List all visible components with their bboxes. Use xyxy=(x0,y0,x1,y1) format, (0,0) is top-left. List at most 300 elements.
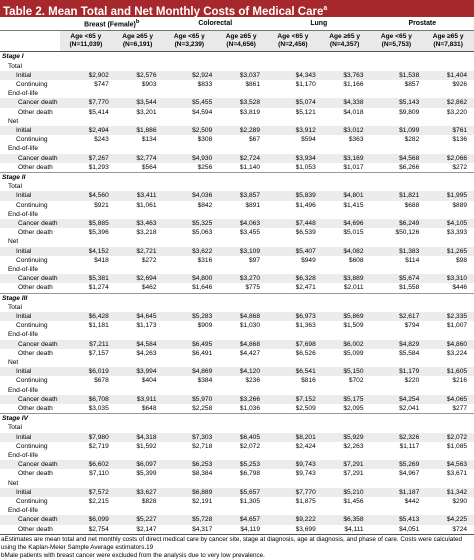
cost-cell: $4,800 xyxy=(164,274,216,283)
row-label: Net xyxy=(8,479,19,487)
cost-cell xyxy=(112,303,164,312)
row-label: Initial xyxy=(0,71,60,80)
cost-cell xyxy=(267,506,319,515)
cost-cell: $794 xyxy=(404,322,420,330)
row-label: Other death xyxy=(18,284,53,292)
table-row xyxy=(0,191,474,200)
cost-cell: $3,819 xyxy=(239,108,261,116)
cost-cell xyxy=(422,89,474,98)
cost-cell xyxy=(60,506,112,515)
table-row xyxy=(0,117,474,126)
cost-cell: $4,427 xyxy=(239,349,261,357)
cost-cell: $3,911 xyxy=(112,395,164,404)
table-row xyxy=(0,219,474,228)
cost-cell: $1,053 xyxy=(295,163,316,171)
cost-cell xyxy=(319,293,371,303)
cost-cell: $67 xyxy=(249,136,261,144)
cost-cell xyxy=(215,386,267,395)
row-label: End-of-life xyxy=(8,210,39,218)
cost-cell: $1,173 xyxy=(136,322,157,330)
table-row xyxy=(0,163,474,173)
cost-cell xyxy=(371,52,423,62)
cost-cell xyxy=(267,479,319,488)
cost-cell xyxy=(267,62,319,71)
row-label: Total xyxy=(8,183,22,191)
table-row xyxy=(0,358,474,367)
table-row xyxy=(0,515,474,524)
cost-cell: $1,592 xyxy=(136,442,157,450)
cost-cell xyxy=(112,117,164,126)
row-label: Other death xyxy=(18,229,53,237)
cost-cell: $1,605 xyxy=(422,367,474,376)
table-row xyxy=(0,201,474,210)
cost-cell: $7,157 xyxy=(88,349,109,357)
cost-cell xyxy=(60,144,112,153)
cost-cell xyxy=(267,117,319,126)
table-row xyxy=(0,376,474,385)
cost-cell xyxy=(371,303,423,312)
cost-cell: $4,696 xyxy=(319,219,371,228)
cost-cell: $5,175 xyxy=(319,395,371,404)
row-label: End-of-life xyxy=(8,90,39,98)
cost-cell xyxy=(112,506,164,515)
age-group-count: (N=3,239) xyxy=(174,41,205,49)
cost-cell xyxy=(371,172,423,182)
footnote-a: aEstimates are mean total and net monthly costs of direct medical care by cancer site, stage at diagnosis, age at diagnosis, and phase of care. Costs were calculated xyxy=(1,535,462,543)
cost-cell: $1,170 xyxy=(295,80,316,88)
cost-cell xyxy=(422,210,474,219)
cost-cell: $747 xyxy=(94,80,109,88)
cost-cell: $2,066 xyxy=(422,154,474,163)
cost-cell: $921 xyxy=(94,201,109,209)
cost-cell xyxy=(60,423,112,432)
cost-cell xyxy=(267,52,319,62)
cost-cell xyxy=(112,386,164,395)
row-label: Other death xyxy=(18,525,53,533)
cost-cell: $1,187 xyxy=(371,488,423,497)
site-header-colorectal: Colorectal xyxy=(164,17,268,31)
cost-cell: $903 xyxy=(141,80,157,88)
cost-cell: $7,448 xyxy=(267,219,319,228)
cost-cell: $2,424 xyxy=(295,442,316,450)
cost-cell: $2,754 xyxy=(88,525,109,533)
cost-cell xyxy=(112,293,164,303)
cost-cell xyxy=(215,423,267,432)
age-group-count: (N=6,191) xyxy=(122,41,153,49)
cost-cell xyxy=(371,451,423,460)
cost-cell: $1,007 xyxy=(446,322,468,330)
cost-cell xyxy=(422,62,474,71)
cost-cell xyxy=(267,144,319,153)
cost-cell xyxy=(60,62,112,71)
cost-cell: $3,627 xyxy=(112,488,164,497)
cost-cell: $1,886 xyxy=(112,126,164,135)
cost-cell xyxy=(215,52,267,62)
cost-cell xyxy=(112,479,164,488)
age-group-label: Age ≥65 y xyxy=(432,32,464,40)
cost-cell: $2,471 xyxy=(295,284,316,292)
cost-cell: $7,770 xyxy=(60,98,112,107)
cost-cell xyxy=(60,303,112,312)
cost-cell: $2,694 xyxy=(112,274,164,283)
cost-cell xyxy=(319,506,371,515)
cost-cell: $4,254 xyxy=(371,395,423,404)
cost-cell: $4,152 xyxy=(60,247,112,256)
cost-cell: $136 xyxy=(452,136,468,144)
cost-cell xyxy=(164,451,216,460)
cost-cell xyxy=(215,182,267,191)
cost-cell: $5,414 xyxy=(88,108,109,116)
row-label: Other death xyxy=(18,405,53,413)
cost-cell: $9,222 xyxy=(267,515,319,524)
table-title xyxy=(0,0,474,17)
cost-cell: $7,211 xyxy=(60,340,112,349)
row-label: Initial xyxy=(0,488,60,497)
cost-cell: $4,860 xyxy=(422,340,474,349)
table-row xyxy=(0,442,474,451)
cost-cell: $1,342 xyxy=(422,488,474,497)
cost-cell xyxy=(164,117,216,126)
cost-cell xyxy=(215,303,267,312)
cost-cell: $4,225 xyxy=(422,515,474,524)
table-row xyxy=(0,488,474,497)
cost-cell: $6,973 xyxy=(267,312,319,321)
cost-cell: $8,201 xyxy=(267,433,319,442)
cost-cell xyxy=(164,210,216,219)
cost-cell xyxy=(215,62,267,71)
cost-cell xyxy=(319,358,371,367)
cost-cell: $308 xyxy=(197,136,213,144)
row-label: Initial xyxy=(0,126,60,135)
table-row xyxy=(0,52,474,62)
table-row xyxy=(0,89,474,98)
cost-cell: $4,563 xyxy=(422,460,474,469)
title-footnote-marker: a xyxy=(323,5,328,12)
cost-cell xyxy=(319,89,371,98)
cost-cell: $220 xyxy=(404,377,420,385)
table-row xyxy=(0,451,474,460)
cost-cell: $6,708 xyxy=(60,395,112,404)
cost-cell xyxy=(164,265,216,274)
cost-cell: $7,110 xyxy=(89,470,109,478)
cost-cell xyxy=(60,89,112,98)
cost-cell: $4,263 xyxy=(136,349,157,357)
cost-cell xyxy=(112,89,164,98)
cost-cell: $4,801 xyxy=(319,191,371,200)
cost-cell xyxy=(164,144,216,153)
cost-cell: $688 xyxy=(404,201,420,209)
table-body xyxy=(0,52,474,534)
cost-cell xyxy=(164,172,216,182)
cost-cell xyxy=(112,52,164,62)
cost-cell xyxy=(164,62,216,71)
cost-cell xyxy=(112,182,164,191)
cost-cell: $3,270 xyxy=(215,274,267,283)
cost-cell xyxy=(112,358,164,367)
cost-cell xyxy=(60,117,112,126)
cost-cell: $290 xyxy=(452,498,468,506)
cost-cell xyxy=(215,479,267,488)
cost-cell: $5,657 xyxy=(215,488,267,497)
cost-cell: $216 xyxy=(452,377,468,385)
cost-cell xyxy=(60,358,112,367)
cost-cell: $4,018 xyxy=(343,108,364,116)
cost-cell: $1,036 xyxy=(239,405,261,413)
cost-cell xyxy=(215,117,267,126)
cost-cell: $6,889 xyxy=(164,488,216,497)
subheader-blank xyxy=(0,31,60,52)
cost-cell: $6,253 xyxy=(164,460,216,469)
cost-cell xyxy=(371,182,423,191)
table-row xyxy=(0,135,474,144)
table-row xyxy=(0,497,474,506)
cost-cell xyxy=(164,506,216,515)
cost-cell xyxy=(215,414,267,424)
table-row xyxy=(0,265,474,274)
cost-cell: $6,266 xyxy=(399,163,420,171)
cost-cell: $442 xyxy=(404,498,420,506)
cost-cell xyxy=(267,265,319,274)
cost-cell xyxy=(319,237,371,246)
age-group-header xyxy=(267,31,319,52)
age-group-label: Age ≥65 y xyxy=(225,32,257,40)
cost-cell: $1,875 xyxy=(295,498,316,506)
cost-cell: $5,839 xyxy=(267,191,319,200)
cost-cell: $3,201 xyxy=(136,108,157,116)
cost-cell: $4,657 xyxy=(215,515,267,524)
cost-cell xyxy=(164,386,216,395)
cost-cell xyxy=(371,358,423,367)
cost-cell xyxy=(319,172,371,182)
cost-cell xyxy=(422,358,474,367)
cost-cell: $7,291 xyxy=(343,470,364,478)
footnote-a-cont: using the Kaplan-Meier Sample Average estimators.19 xyxy=(1,544,154,552)
cost-cell: $857 xyxy=(404,80,420,88)
cost-cell: $3,035 xyxy=(88,405,109,413)
cost-cell: $3,393 xyxy=(446,229,468,237)
cost-cell xyxy=(267,414,319,424)
site-header-row xyxy=(0,17,474,31)
cost-cell: $6,798 xyxy=(239,470,261,478)
cost-cell xyxy=(422,506,474,515)
cost-cell: $2,494 xyxy=(60,126,112,135)
cost-cell: $3,857 xyxy=(215,191,267,200)
row-label: Cancer death xyxy=(0,274,60,283)
row-label: End-of-life xyxy=(8,386,39,394)
cost-cell xyxy=(371,423,423,432)
row-label: End-of-life xyxy=(8,452,39,460)
cost-cell: $272 xyxy=(141,256,157,264)
cost-cell: $277 xyxy=(452,405,468,413)
cost-cell: $4,120 xyxy=(215,367,267,376)
cost-cell: $7,698 xyxy=(267,340,319,349)
table-row xyxy=(0,469,474,478)
cost-cell xyxy=(164,330,216,339)
cost-cell: $6,002 xyxy=(319,340,371,349)
cost-cell: $5,396 xyxy=(88,229,109,237)
cost-cell: $5,210 xyxy=(319,488,371,497)
cost-cell xyxy=(422,237,474,246)
cost-cell: $7,152 xyxy=(267,395,319,404)
cost-cell: $4,111 xyxy=(344,525,364,533)
cost-cell xyxy=(164,414,216,424)
cost-cell: $761 xyxy=(422,126,474,135)
cost-cell: $2,509 xyxy=(295,405,316,413)
cost-cell: $316 xyxy=(197,256,213,264)
cost-cell xyxy=(215,144,267,153)
age-group-header xyxy=(422,31,474,52)
cost-cell: $1,415 xyxy=(343,201,364,209)
cost-cell xyxy=(112,210,164,219)
cost-cell: $5,728 xyxy=(164,515,216,524)
cost-cell xyxy=(371,89,423,98)
cost-cell: $5,063 xyxy=(192,229,213,237)
cost-cell xyxy=(371,265,423,274)
cost-cell xyxy=(112,451,164,460)
cost-cell xyxy=(267,237,319,246)
cost-cell: $256 xyxy=(197,163,213,171)
cost-cell xyxy=(319,182,371,191)
cost-cell xyxy=(60,237,112,246)
table-row xyxy=(0,71,474,80)
cost-cell: $6,541 xyxy=(267,367,319,376)
cost-cell xyxy=(215,506,267,515)
cost-cell: $2,718 xyxy=(192,442,213,450)
cost-cell: $4,967 xyxy=(399,470,420,478)
cost-cell xyxy=(112,414,164,424)
cost-cell xyxy=(267,89,319,98)
row-label: Continuing xyxy=(16,322,48,330)
cost-cell: $2,509 xyxy=(164,126,216,135)
table-row xyxy=(0,293,474,303)
cost-cell xyxy=(422,117,474,126)
cost-cell: $608 xyxy=(348,256,364,264)
cost-cell: $4,594 xyxy=(192,108,213,116)
cost-cell: $1,456 xyxy=(343,498,364,506)
cost-cell: $4,568 xyxy=(371,154,423,163)
cost-cell: $4,829 xyxy=(371,340,423,349)
row-label: End-of-life xyxy=(8,331,39,339)
cost-cell: $282 xyxy=(404,136,420,144)
cost-cell: $2,902 xyxy=(60,71,112,80)
table-row xyxy=(0,274,474,283)
cost-cell: $6,097 xyxy=(112,460,164,469)
cost-cell: $5,283 xyxy=(164,312,216,321)
cost-cell: $3,889 xyxy=(319,274,371,283)
cost-cell: $4,868 xyxy=(215,340,267,349)
age-group-header xyxy=(60,31,112,52)
site-header-breast: Breast (Female)$^b$ xyxy=(60,17,164,31)
table-row xyxy=(0,126,474,135)
age-group-count: (N=5,753) xyxy=(381,41,412,49)
cost-cell: $6,539 xyxy=(295,229,316,237)
cost-cell: $891 xyxy=(245,201,261,209)
table-row xyxy=(0,144,474,153)
cost-cell xyxy=(371,117,423,126)
cost-cell: $2,335 xyxy=(422,312,474,321)
cost-cell: $2,862 xyxy=(422,98,474,107)
cost-cell: $272 xyxy=(452,163,468,171)
cost-cell: $2,721 xyxy=(112,247,164,256)
cost-cell: $236 xyxy=(245,377,261,385)
stage-label: Stage II xyxy=(0,172,60,182)
cost-cell xyxy=(319,414,371,424)
cost-cell: $816 xyxy=(301,377,316,385)
cost-cell xyxy=(112,265,164,274)
cost-cell xyxy=(371,210,423,219)
table-row xyxy=(0,108,474,117)
cost-cell xyxy=(319,423,371,432)
cost-cell: $6,428 xyxy=(60,312,112,321)
cost-cell xyxy=(422,386,474,395)
cost-cell xyxy=(60,52,112,62)
age-group-header xyxy=(319,31,371,52)
cost-cell xyxy=(164,237,216,246)
cost-cell: $4,869 xyxy=(164,367,216,376)
cost-cell: $3,763 xyxy=(319,71,371,80)
cost-cell: $678 xyxy=(94,377,109,385)
cost-cell: $7,291 xyxy=(319,460,371,469)
cost-cell xyxy=(60,265,112,274)
cost-cell xyxy=(267,182,319,191)
age-group-count: (N=2,456) xyxy=(278,41,308,49)
cost-cell: $4,105 xyxy=(422,219,474,228)
cost-cell: $134 xyxy=(141,136,157,144)
cost-cell: $2,072 xyxy=(239,442,261,450)
table-row xyxy=(0,172,474,182)
cost-cell: $5,269 xyxy=(371,460,423,469)
cost-cell xyxy=(319,144,371,153)
row-label: Cancer death xyxy=(0,98,60,107)
cost-cell xyxy=(164,182,216,191)
cost-cell xyxy=(164,479,216,488)
row-label: Cancer death xyxy=(0,515,60,524)
cost-cell xyxy=(215,293,267,303)
cost-cell: $909 xyxy=(197,322,213,330)
cost-cell: $6,328 xyxy=(267,274,319,283)
cost-cell: $828 xyxy=(141,498,157,506)
footnote-b: bMale patients with breast cancer were excluded from the analysis due to very low prevalence. xyxy=(1,552,265,560)
cost-cell: $6,602 xyxy=(60,460,112,469)
cost-cell: $446 xyxy=(452,284,468,292)
cost-cell: $2,191 xyxy=(192,498,213,506)
cost-cell xyxy=(422,182,474,191)
age-group-header xyxy=(164,31,216,52)
cost-cell: $3,169 xyxy=(319,154,371,163)
age-group-label: Age <65 y xyxy=(277,32,309,40)
cost-cell: $4,317 xyxy=(192,525,213,533)
cost-table xyxy=(0,17,474,534)
cost-cell xyxy=(371,414,423,424)
cost-cell: $7,303 xyxy=(164,433,216,442)
table-row xyxy=(0,404,474,414)
stage-label: Stage IV xyxy=(0,414,60,424)
table-row xyxy=(0,154,474,163)
row-label: Total xyxy=(8,62,22,70)
row-label: Continuing xyxy=(16,377,48,385)
row-label: Initial xyxy=(0,312,60,321)
cost-cell: $2,576 xyxy=(112,71,164,80)
row-label: Continuing xyxy=(16,498,48,506)
cost-cell xyxy=(371,62,423,71)
row-label: Initial xyxy=(0,191,60,200)
cost-cell: $3,455 xyxy=(239,229,261,237)
cost-cell xyxy=(164,89,216,98)
table-row xyxy=(0,312,474,321)
cost-cell: $2,719 xyxy=(88,442,109,450)
cost-cell: $3,218 xyxy=(136,229,157,237)
cost-cell xyxy=(422,479,474,488)
